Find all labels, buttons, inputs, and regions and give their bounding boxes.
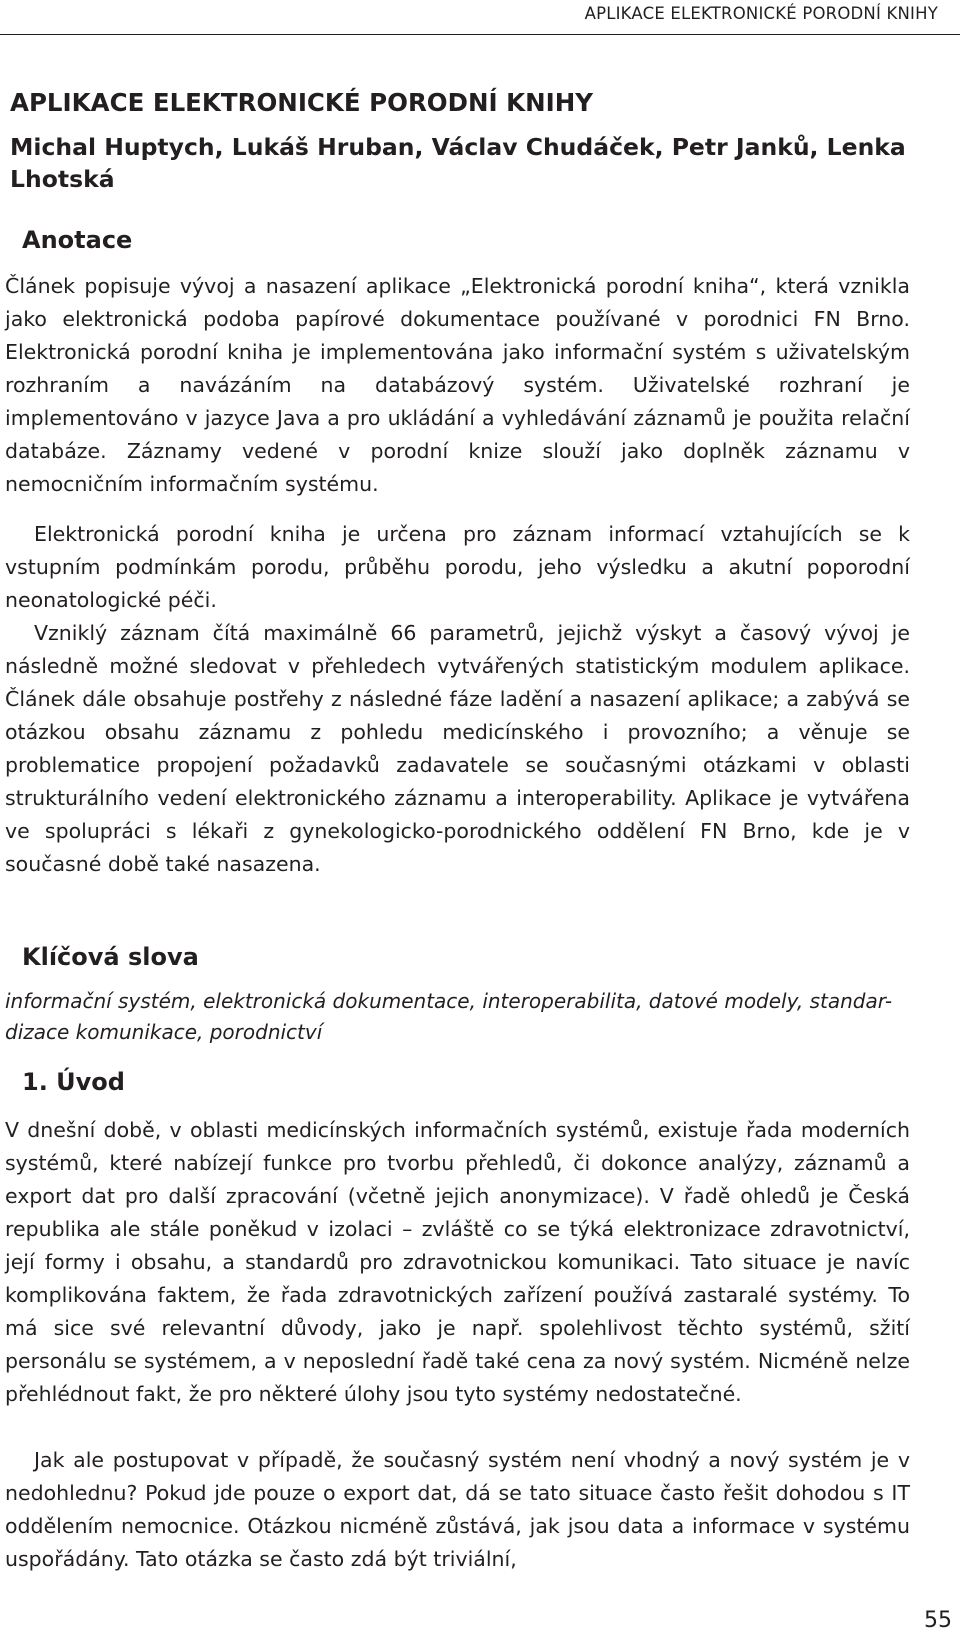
section-paragraph: Jak ale postupovat v případě, že současný systém není vhodný a nový systém je v nedohlednu? Pokud jde pouze o export dat, dá se tato situace často řešit dohodou s IT oddělením nemocnice. Otázkou nicméně zůstává, jak jsou data a informace v systému uspořádány. Tato otázka se často zdá být triviální, bbox=[5, 1448, 910, 1571]
article-title: APLIKACE ELEKTRONICKÉ PORODNÍ KNIHY bbox=[10, 88, 593, 117]
abstract-paragraph: Článek popisuje vývoj a nasazení aplikace „Elektronická porodní kniha“, která vznikla jako elektronická podoba papírové dokumentace používané v porodnici FN Brno. Elektronická porodní kniha je implementována jako informační systém s uživatelským rozhraním a navázáním na databázový systém. Uživatelské rozhraní je implementováno v jazyce Java a pro ukládání a vyhledávání záznamů je použita relační databáze. Záznamy vedené v porodní knize slouží jako doplněk záznamu v nemocničním informačním systému. bbox=[5, 274, 910, 496]
article-authors: Michal Huptych, Lukáš Hruban, Václav Chudáček, Petr Janků, Lenka Lhotská bbox=[10, 133, 906, 193]
abstract-heading: Anotace bbox=[22, 226, 133, 254]
keywords-text: informační systém, elektronická dokumentace, interoperabilita, datové modely, standar-dizace komunikace, porodnictví bbox=[5, 989, 893, 1044]
section-heading: 1. Úvod bbox=[22, 1068, 125, 1096]
running-header: APLIKACE ELEKTRONICKÉ PORODNÍ KNIHY bbox=[584, 4, 938, 23]
page-number: 55 bbox=[924, 1608, 952, 1633]
abstract-paragraph: Elektronická porodní kniha je určena pro záznam informací vztahujících se k vstupním podmínkám porodu, průběhu porodu, jeho výsledku a akutní poporodní neonatologické péči. bbox=[5, 522, 910, 612]
keywords-heading: Klíčová slova bbox=[22, 943, 199, 971]
section-paragraph: V dnešní době, v oblasti medicínských informačních systémů, existuje řada moderních systémů, které nabízejí funkce pro tvorbu přehledů, či dokonce analýzy, záznamů a export dat pro další zpracování (včetně jejich anonymizace). V řadě ohledů je Česká republika ale stále poněkud v izolaci – zvláště co se týká elektronizace zdravotnictví, její formy i obsahu, a standardů pro zdravotnickou komunikaci. Tato situace je navíc komplikována faktem, že řada zdravotnických zařízení používá zastaralé systémy. To má sice své relevantní důvody, jako je např. spolehlivost těchto systémů, sžití personálu se systémem, a v neposlední řadě také cena za nový systém. Nicméně nelze přehlédnout fakt, že pro některé úlohy jsou tyto systémy nedostatečné. bbox=[5, 1118, 910, 1406]
header-rule bbox=[0, 34, 960, 35]
abstract-paragraph: Vzniklý záznam čítá maximálně 66 parametrů, jejichž výskyt a časový vývoj je následně možné sledovat v přehledech vytvářených statistickým modulem aplikace. Článek dále obsahuje postřehy z následné fáze ladění a nasazení aplikace; a zabývá se otázkou obsahu záznamu z pohledu medicínského i provozního; a věnuje se problematice propojení požadavků zadavatele se současnými otázkami v oblasti strukturálního vedení elektronického záznamu a interoperability. Aplikace je vytvářena ve spolupráci s lékaři z gynekologicko-porodnického oddělení FN Brno, kde je v současné době také nasazena. bbox=[5, 621, 910, 876]
